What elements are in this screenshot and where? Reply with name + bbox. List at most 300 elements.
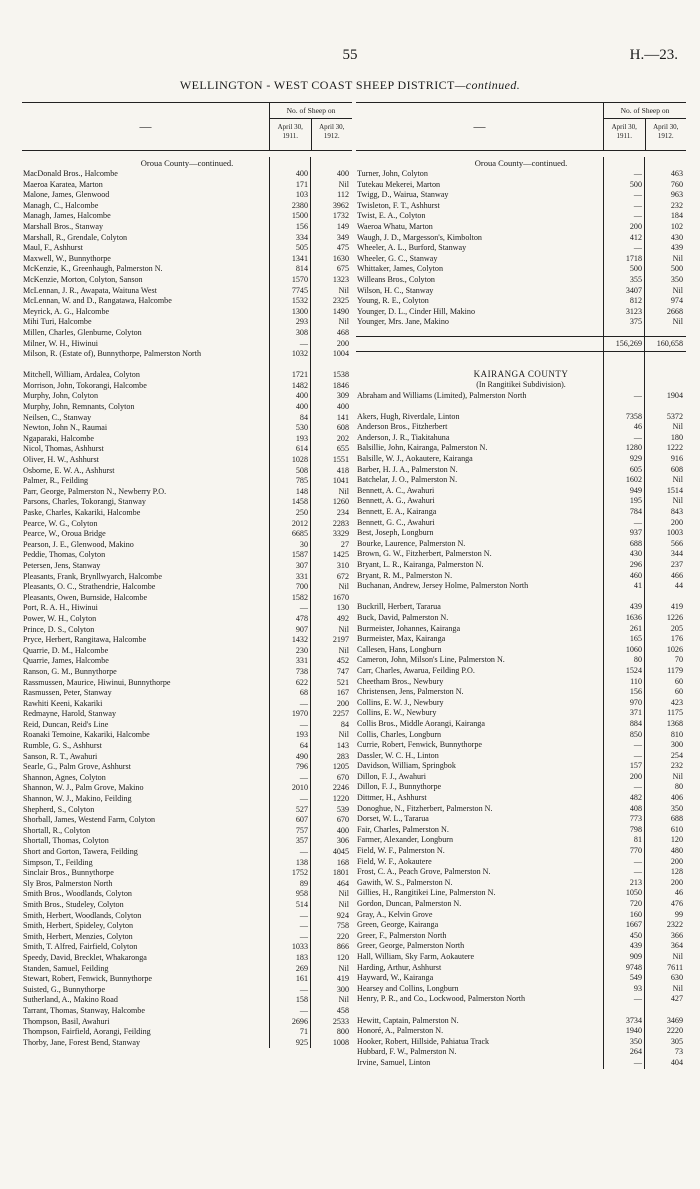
sheep-1912: 149 <box>336 221 349 231</box>
table-row <box>356 433 686 444</box>
owner-name: Abraham and Williams (Limited), Palmerston North <box>357 390 527 400</box>
sheep-1912: 1904 <box>666 390 683 400</box>
owner-name: Port, R. A. H., Hiwinui <box>23 603 98 613</box>
owner-name: Reid, Duncan, Reid's Line <box>23 719 109 729</box>
table-row <box>356 825 686 836</box>
table-row <box>22 953 352 964</box>
table-row <box>356 422 686 433</box>
owner-name: Christensen, Jens, Palmerston N. <box>357 687 464 697</box>
sheep-count-header <box>269 103 352 150</box>
table-row <box>22 339 352 350</box>
table-body-right <box>356 157 686 1069</box>
table-row <box>22 974 352 985</box>
sheep-1912: 1004 <box>332 349 349 359</box>
owner-name: Thorby, Jane, Forest Bend, Stanway <box>23 1037 141 1047</box>
owner-name: Batchelar, J. O., Palmerston N. <box>357 475 458 485</box>
owner-name: Greer, George, Palmerston North <box>357 941 465 951</box>
owner-name: Collins, E. W. J., Newbury <box>357 697 444 707</box>
table-row <box>22 699 352 710</box>
owner-name: Marshall Bros., Stanway <box>23 221 104 231</box>
sheep-1911: — <box>633 740 642 750</box>
table-row <box>22 508 352 519</box>
table-row <box>22 762 352 773</box>
owner-name: Roanaki Temoine, Kakariki, Halcombe <box>23 730 150 740</box>
sheep-1911: 439 <box>629 941 642 951</box>
total-1911: 156,269 <box>615 338 642 348</box>
sheep-1912: 1179 <box>667 665 683 675</box>
table-row <box>356 973 686 984</box>
sheep-1912: 974 <box>670 296 683 306</box>
sheep-1912: 608 <box>336 423 349 433</box>
row-list <box>356 391 686 1069</box>
sheep-1911: 500 <box>629 179 642 189</box>
table-row <box>356 793 686 804</box>
owner-name: MacDonald Bros., Halcombe <box>23 169 118 178</box>
sheep-1912: 143 <box>336 741 349 751</box>
owner-name: Smith, T. Alfred, Fairfield, Colyton <box>23 942 138 952</box>
owner-name: Speedy, David, Brecklet, Whakaronga <box>23 952 147 962</box>
table-row <box>356 666 686 677</box>
table-row <box>22 169 352 180</box>
sheep-1912: 1260 <box>332 497 349 507</box>
sheep-1911: 3734 <box>625 1015 642 1025</box>
sheep-1911: 2696 <box>291 1016 308 1026</box>
owner-name: Marshall, R., Grendale, Colyton <box>23 232 128 242</box>
sheep-1912: 688 <box>670 814 683 824</box>
sheep-1911: 7745 <box>291 285 308 295</box>
sheep-1911: 605 <box>629 464 642 474</box>
owner-name: Thompson, Basil, Awahuri <box>23 1016 110 1026</box>
sheep-1911: 355 <box>629 274 642 284</box>
sheep-1912: 220 <box>336 931 349 941</box>
sheep-1911: 490 <box>295 751 308 761</box>
table-row <box>22 328 352 339</box>
sheep-1912: Nil <box>672 771 683 781</box>
sheep-1911: 357 <box>295 836 308 846</box>
owner-name: Murphy, John, Remnants, Colyton <box>23 402 135 412</box>
table-row <box>356 835 686 846</box>
sheep-1912: 254 <box>670 750 683 760</box>
sheep-1912: Nil <box>338 995 349 1005</box>
table-row <box>356 878 686 889</box>
owner-name: Whittaker, James, Colyton <box>357 264 443 274</box>
sheep-1911: 165 <box>629 634 642 644</box>
sheep-1911: 798 <box>629 824 642 834</box>
owner-name: Prince, D. S., Colyton <box>23 624 95 634</box>
sheep-1912: 810 <box>670 729 683 739</box>
owner-name: Dorset, W. L., Tararua <box>357 814 429 824</box>
sheep-1912: 202 <box>336 433 349 443</box>
title-text: WELLINGTON - WEST COAST SHEEP DISTRICT <box>179 78 455 92</box>
owner-name: Dillon, F. J., Bunnythorpe <box>357 782 442 792</box>
sheep-1911: 81 <box>633 835 642 845</box>
sheep-1912: 466 <box>670 570 683 580</box>
sheep-1912: 73 <box>674 1047 683 1057</box>
sheep-1912: 141 <box>336 412 349 422</box>
sheep-1911: 250 <box>295 508 308 517</box>
sheep-1912: 468 <box>336 327 349 337</box>
table-row <box>22 180 352 191</box>
sheep-1911: 1300 <box>291 306 308 316</box>
sheep-1911: 1582 <box>291 592 308 602</box>
owner-name: Fair, Charles, Palmerston N. <box>357 824 449 834</box>
owner-name: Cameron, John, Milson's Line, Palmerston N. <box>357 655 505 665</box>
sheep-1912: 305 <box>670 1036 683 1046</box>
sheep-1911: 412 <box>629 232 642 242</box>
sheep-1912: 4045 <box>332 847 349 856</box>
section-heading: Oroua County—continued. <box>140 158 234 168</box>
sheep-1911: 161 <box>295 974 308 984</box>
sheep-1912: 439 <box>670 243 683 253</box>
sheep-1911: 1482 <box>291 380 308 390</box>
sheep-1911: 2012 <box>291 518 308 528</box>
right-column <box>356 102 686 1069</box>
sheep-1911: 770 <box>629 846 642 856</box>
table-row <box>356 899 686 910</box>
sheep-1911: 68 <box>299 688 308 698</box>
sheep-1912: Nil <box>672 475 683 485</box>
sheep-1911: 784 <box>629 507 642 517</box>
sheep-1911: 350 <box>629 1036 642 1046</box>
sheep-1912: Nil <box>338 285 349 295</box>
sheep-1911: 160 <box>629 909 642 919</box>
sheep-1911: 2010 <box>291 783 308 793</box>
owner-name: Rassmussen, Maurice, Hiwinui, Bunnythorpe <box>23 677 171 687</box>
sheep-1911: — <box>633 169 642 178</box>
sheep-1911: 3123 <box>625 306 642 316</box>
table-row <box>22 519 352 530</box>
sheep-1911: — <box>633 432 642 442</box>
table-row <box>356 1047 686 1058</box>
table-row <box>22 603 352 614</box>
sheep-1911: 1032 <box>291 349 308 359</box>
sheep-1912: 1222 <box>666 443 683 453</box>
page-reference: H.—23. <box>629 47 678 63</box>
owner-name: Pleasants, Owen, Burnside, Halcombe <box>23 592 148 602</box>
owner-name: McKenzie, Morton, Colyton, Sanson <box>23 274 143 284</box>
table-row <box>22 233 352 244</box>
owner-name: Pearson, J. E., Glenwood, Makino <box>23 539 134 549</box>
table-row <box>356 984 686 995</box>
sheep-1912: 130 <box>336 603 349 613</box>
table-row <box>22 487 352 498</box>
sheep-1911: — <box>633 782 642 792</box>
sheep-1912: 1008 <box>332 1037 349 1047</box>
owner-name: Milner, W. H., Hiwinui <box>23 338 98 348</box>
sheep-1911: — <box>633 750 642 760</box>
sheep-1912: 2322 <box>666 920 683 930</box>
sheep-1911: 738 <box>295 666 308 676</box>
sheep-1912: 3469 <box>666 1015 683 1025</box>
sheep-1911: 230 <box>295 645 308 655</box>
sheep-1911: 2380 <box>291 200 308 210</box>
sheep-1911: 478 <box>295 613 308 623</box>
owner-name: Sutherland, A., Makino Road <box>23 995 118 1005</box>
sheep-1911: 925 <box>295 1037 308 1047</box>
owner-name: Maeroa Karatea, Marton <box>23 179 103 189</box>
owner-name: Frost, C. A., Peach Grove, Palmerston N. <box>357 867 491 877</box>
sheep-1911: 307 <box>295 560 308 570</box>
sheep-1912: 167 <box>336 688 349 698</box>
sheep-1912: Nil <box>672 496 683 506</box>
table-row <box>356 275 686 286</box>
sheep-1912: 180 <box>670 432 683 442</box>
owner-name: Managh, James, Halcombe <box>23 211 111 221</box>
sheep-1911: — <box>633 243 642 253</box>
owner-name: Tarrant, Thomas, Stanway, Halcombe <box>23 1005 145 1015</box>
sheep-1912: 120 <box>336 952 349 962</box>
owner-name: Sly Bros, Palmerston North <box>23 878 113 888</box>
owner-name: Gray, A., Kelvin Grove <box>357 909 433 919</box>
table-row <box>22 900 352 911</box>
sheep-1912: 406 <box>670 793 683 803</box>
sheep-1912: 349 <box>336 232 349 242</box>
table-row <box>356 307 686 318</box>
sheep-1912: 1425 <box>332 550 349 560</box>
table-row <box>22 964 352 975</box>
sheep-1911: — <box>299 847 308 856</box>
row-list <box>22 169 352 1048</box>
table-row <box>22 688 352 699</box>
sheep-1912: 99 <box>674 909 683 919</box>
sheep-1911: 949 <box>629 485 642 495</box>
sheep-1912: 1205 <box>332 762 349 772</box>
sheep-1912: 404 <box>670 1057 683 1067</box>
owner-name: Pleasants, O. C., Strathendrie, Halcombe <box>23 582 156 592</box>
column-divider <box>269 157 270 1048</box>
owner-name: Hall, William, Sky Farm, Aokautere <box>357 951 475 961</box>
owner-name: Wheeler, A. L., Burford, Stanway <box>357 243 467 253</box>
owner-name: Oliver, H. W., Ashhurst <box>23 455 99 465</box>
table-row <box>356 180 686 191</box>
owner-name: Smith Bros., Woodlands, Colyton <box>23 889 132 899</box>
table-row <box>22 243 352 254</box>
owner-name: Donoghue, N., Fitzherbert, Palmerston N. <box>357 803 493 813</box>
sheep-1912: 521 <box>336 677 349 687</box>
sheep-1911: 785 <box>295 476 308 486</box>
section-heading: Oroua County—continued. <box>474 158 568 168</box>
sheep-1912: Nil <box>672 285 683 295</box>
table-row <box>356 730 686 741</box>
table-row <box>356 708 686 719</box>
sheep-1912: 344 <box>670 549 683 559</box>
owner-name: Shannon, Agnes, Colyton <box>23 772 106 782</box>
table-row <box>22 752 352 763</box>
owner-name: Short and Gorton, Tawera, Feilding <box>23 847 138 856</box>
table-row <box>356 931 686 942</box>
sheep-1912: 655 <box>336 444 349 454</box>
owner-name: Burmeister, Johannes, Kairanga <box>357 623 461 633</box>
owner-name: Pryce, Herbert, Rangitawa, Halcombe <box>23 635 147 645</box>
sheep-1911: 530 <box>295 423 308 433</box>
owner-name: Stewart, Robert, Fenwick, Bunnythorpe <box>23 974 153 984</box>
owner-name: Farmer, Alexander, Longburn <box>357 835 453 845</box>
sheep-1912: 237 <box>670 560 683 569</box>
table-row <box>356 888 686 899</box>
owner-name: Balsille, W. J., Aokautere, Kairanga <box>357 454 473 464</box>
table-row <box>356 486 686 497</box>
sheep-1912: 27 <box>340 539 349 549</box>
sheep-1911: 1721 <box>291 370 308 380</box>
sheep-1911: 6685 <box>291 529 308 539</box>
table-header-left <box>22 102 352 151</box>
sheep-1912: 760 <box>670 179 683 189</box>
sheep-1911: 482 <box>629 793 642 803</box>
sheep-1911: — <box>299 603 308 613</box>
sheep-1912: 1801 <box>332 868 349 878</box>
table-row <box>356 243 686 254</box>
owner-name: Anderson, J. R., Tiakitahuna <box>357 432 450 442</box>
sheep-1912: 200 <box>670 877 683 887</box>
table-row <box>22 550 352 561</box>
sheep-1911: 408 <box>629 803 642 813</box>
sheep-1912: 1003 <box>666 528 683 538</box>
sheep-1912: 200 <box>670 517 683 527</box>
owner-name: Smith, Herbert, Woodlands, Colyton <box>23 910 142 920</box>
table-row <box>356 698 686 709</box>
table-row <box>356 1016 686 1027</box>
sheep-1911: — <box>299 984 308 994</box>
sheep-1911: 884 <box>629 718 642 728</box>
sheep-1912: 60 <box>674 687 683 697</box>
sheep-1911: 773 <box>629 814 642 824</box>
sheep-1912: 476 <box>670 899 683 908</box>
sheep-1912: 2325 <box>332 296 349 306</box>
sheep-1912: 866 <box>336 942 349 952</box>
owner-name: Field, W. F., Palmerston N. <box>357 846 445 856</box>
sheep-1912: 670 <box>336 772 349 782</box>
sheep-1912: 419 <box>336 974 349 984</box>
table-row <box>22 805 352 816</box>
owner-name: Anderson Bros., Fitzherbert <box>357 422 448 432</box>
sheep-on-label: No. of Sheep on <box>270 103 352 119</box>
owner-name: Wheeler, G. C., Stanway <box>357 253 438 263</box>
sheep-1911: 514 <box>295 899 308 909</box>
column-divider <box>603 157 604 1069</box>
sheep-1911: 460 <box>629 570 642 580</box>
table-row <box>356 941 686 952</box>
sheep-1912: 2257 <box>332 709 349 719</box>
year-headers <box>604 119 686 150</box>
table-row <box>356 264 686 275</box>
table-row <box>356 412 686 423</box>
owner-name: Twisleton, F. T., Ashhurst <box>357 200 440 210</box>
table-row <box>22 307 352 318</box>
total-label <box>356 337 604 351</box>
sheep-1911: 430 <box>629 549 642 559</box>
owner-name: Wilson, H. C., Stanway <box>357 285 434 295</box>
sheep-1911: — <box>633 190 642 200</box>
owner-name: Younger, D. L., Cinder Hill, Makino <box>357 306 476 316</box>
table-row <box>356 190 686 201</box>
table-row <box>356 581 686 602</box>
sheep-1912: 46 <box>674 888 683 898</box>
table-row <box>356 391 686 412</box>
sheep-1911: 1970 <box>291 709 308 719</box>
owner-name: Shortall, Thomas, Colyton <box>23 836 109 846</box>
sheep-1912: 205 <box>670 623 683 633</box>
sheep-1911: — <box>299 794 308 804</box>
sheep-1912: 44 <box>674 581 683 591</box>
table-row <box>356 994 686 1015</box>
sheep-1911: 9748 <box>625 962 642 972</box>
sheep-1912: 1514 <box>666 485 683 495</box>
sheep-1912: Nil <box>672 422 683 432</box>
owner-name: Smith, Herbert, Menzies, Colyton <box>23 931 133 941</box>
sheep-1912: 200 <box>670 856 683 866</box>
name-column-header: — <box>473 119 486 133</box>
owner-name: Meyrick, A. G., Halcombe <box>23 306 110 316</box>
owner-name: Henry, P. R., and Co., Lockwood, Palmerston North <box>357 994 526 1004</box>
sheep-1912: 200 <box>336 338 349 348</box>
sheep-1912: 112 <box>337 190 349 200</box>
owner-name: Neilsen, C., Stanway <box>23 412 92 422</box>
sheep-1912: Nil <box>672 983 683 993</box>
owner-name: Cheetham Bros., Newbury <box>357 676 444 686</box>
owner-name: Pearce, W. G., Colyton <box>23 518 98 528</box>
sheep-1911: — <box>299 772 308 782</box>
sheep-1911: 103 <box>295 190 308 200</box>
sheep-1911: 331 <box>295 571 308 581</box>
owner-name: Bennett, G. C., Awahuri <box>357 517 435 527</box>
sheep-1912: 2668 <box>666 306 683 316</box>
owner-name: Buckrill, Herbert, Tararua <box>357 602 441 612</box>
owner-name: Nicol, Thomas, Ashhurst <box>23 444 104 454</box>
owner-name: Shannon, W. J., Palm Grove, Makino <box>23 783 144 793</box>
owner-name: Shorball, James, Westend Farm, Colyton <box>23 815 156 825</box>
section-subheading: (In Rangitikei Subdivision). <box>476 379 566 389</box>
sheep-1911: 500 <box>629 264 642 274</box>
owner-name: Bryant, L. R., Kairanga, Palmerston N. <box>357 560 484 569</box>
table-row <box>22 264 352 275</box>
table-row <box>22 381 352 392</box>
sheep-1912: 283 <box>336 751 349 761</box>
owner-name: Newton, John N., Raumai <box>23 423 108 433</box>
table-row <box>22 572 352 583</box>
owner-name: McLennan, J. R., Awapata, Waituna West <box>23 285 157 295</box>
sheep-1911: — <box>633 856 642 866</box>
table-row <box>22 815 352 826</box>
sheep-1911: 261 <box>629 623 642 633</box>
sheep-1912: 539 <box>336 804 349 814</box>
owner-name: Buck, David, Palmerston N. <box>357 612 449 622</box>
sheep-1912: 500 <box>670 264 683 274</box>
table-row <box>22 349 352 370</box>
column-divider <box>644 157 645 1069</box>
table-row <box>356 782 686 793</box>
owner-name: Malone, James, Glenwood <box>23 190 110 200</box>
owner-name: Hearsey and Collins, Longburn <box>357 983 459 993</box>
table-row <box>356 465 686 476</box>
sheep-1912: 1732 <box>332 211 349 221</box>
table-row <box>22 985 352 996</box>
sheep-1912: Nil <box>338 486 349 496</box>
sheep-1911: 1280 <box>625 443 642 453</box>
sheep-1911: 439 <box>629 602 642 612</box>
sheep-1911: 84 <box>299 412 308 422</box>
sheep-1911: 505 <box>295 243 308 253</box>
sheep-1912: 419 <box>670 602 683 612</box>
owner-name: Collins, E. W., Newbury <box>357 708 437 718</box>
sheep-1911: 183 <box>295 952 308 962</box>
table-row <box>22 1038 352 1049</box>
sheep-1911: 937 <box>629 528 642 538</box>
table-row <box>356 624 686 635</box>
table-row <box>22 656 352 667</box>
sheep-1912: Nil <box>338 179 349 189</box>
sheep-1912: 3329 <box>332 529 349 539</box>
owner-name: Morrison, John, Tokorangi, Halcombe <box>23 380 147 390</box>
